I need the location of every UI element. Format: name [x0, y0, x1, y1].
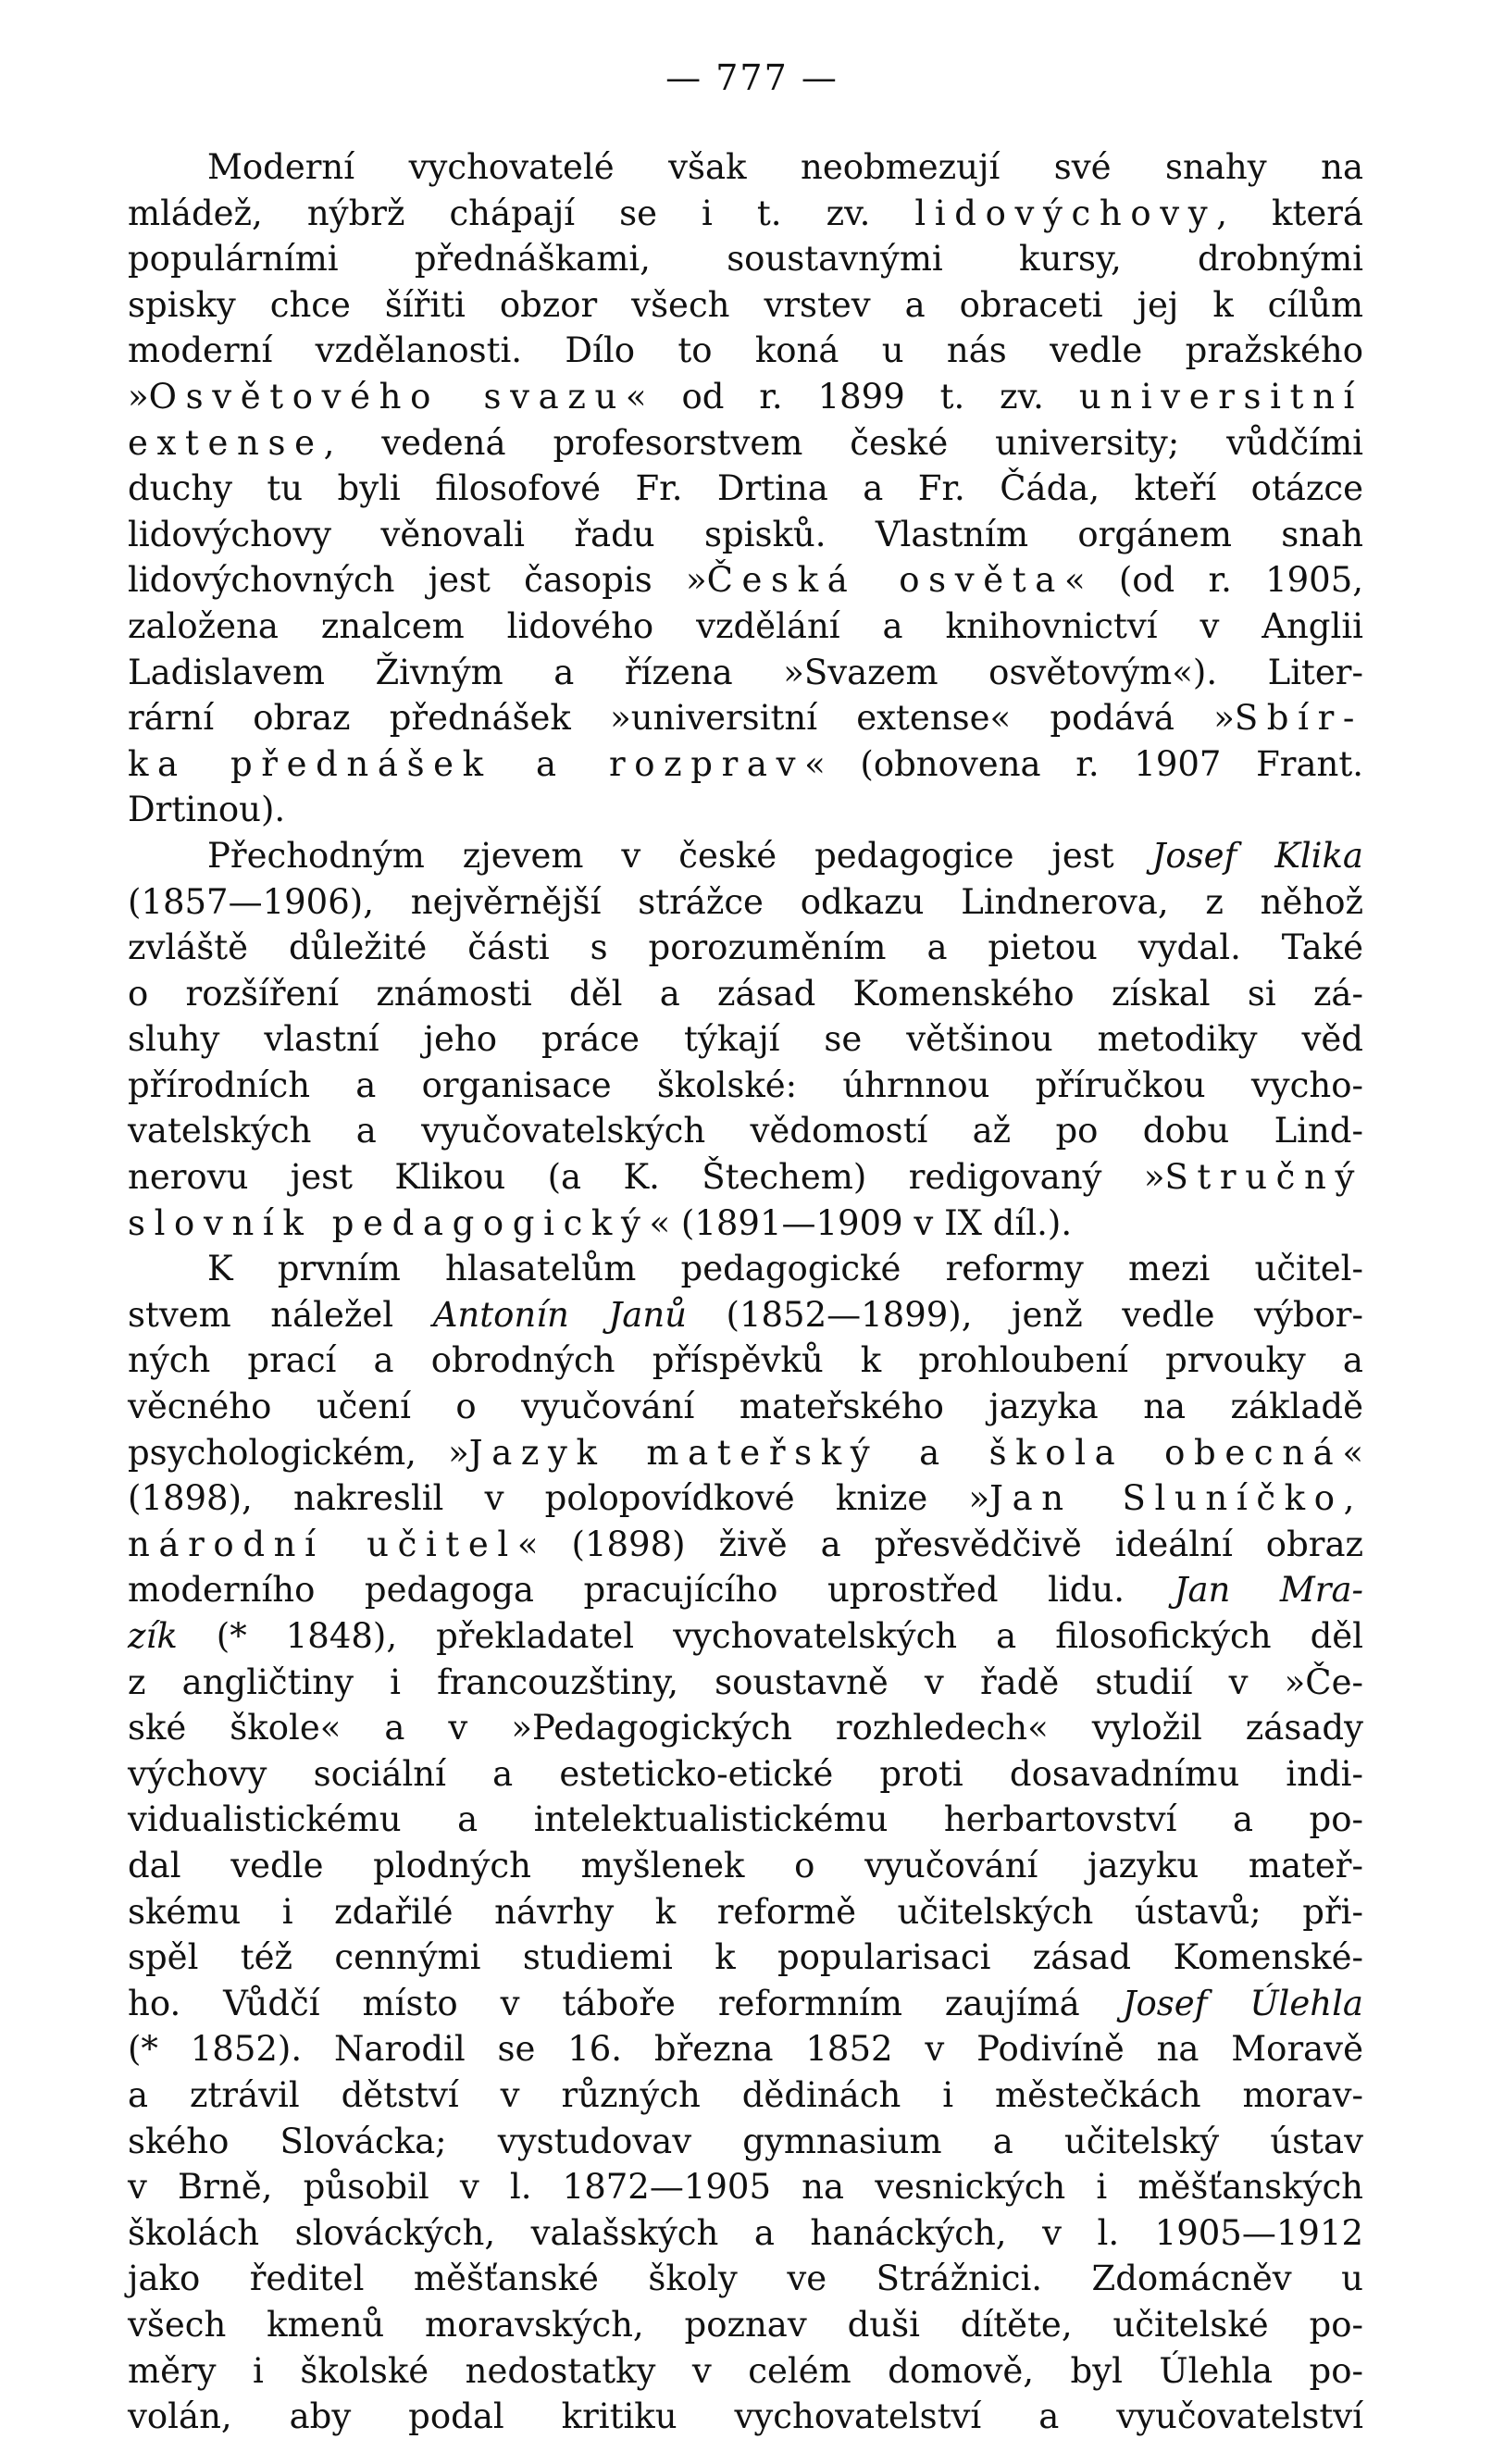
text-line	[128, 2394, 1363, 2440]
text-line	[128, 1246, 1363, 1292]
text-segment: Přechodným zjevem v české pedagogice jest	[207, 835, 1152, 876]
text-line	[128, 1660, 1363, 1706]
text-segment: mládež, nýbrž chápají se i t. zv.	[128, 193, 915, 233]
text-line	[128, 1797, 1363, 1843]
text-line	[128, 1705, 1363, 1751]
text-segment: skému i zdařilé návrhy k reformě učitelských ústavů; při-	[128, 1891, 1363, 1932]
text-segment: duchy tu byli filosofové Fr. Drtina a Fr. Čáda, kteří otázce	[128, 468, 1363, 509]
text-segment: přírodních a organisace školské: úhrnnou příručkou vycho-	[128, 1064, 1363, 1105]
text-segment: Ladislavem Živným a řízena »Svazem osvětovým«). Liter-	[128, 652, 1363, 692]
text-line	[128, 1613, 1363, 1660]
text-segment: výchovy sociální a esteticko-etické proti dosavadnímu indi-	[128, 1753, 1363, 1794]
text-segment: sluhy vlastní jeho práce týkají se většinou metodiky věd	[128, 1019, 1363, 1060]
italic-name: zík	[128, 1616, 178, 1656]
text-segment: jako ředitel měšťanské školy ve Strážnici. Zdomácněv u	[128, 2259, 1363, 2299]
text-segment: ných prací a obrodných příspěvků k prohloubení prvouky a	[128, 1340, 1363, 1381]
text-segment: rární obraz přednášek »universitní extense« podává »	[128, 698, 1235, 739]
text-line	[128, 144, 1363, 191]
text-line	[128, 557, 1363, 604]
text-line	[128, 1384, 1363, 1430]
body-text	[128, 144, 1363, 2440]
text-segment: věcného učení o vyučování mateřského jazyka na základě	[128, 1387, 1363, 1427]
text-segment: založena znalcem lidového vzdělání a knihovnictví v Anglii	[128, 605, 1363, 646]
text-line	[128, 2119, 1363, 2165]
text-segment: K prvním hlasatelům pedagogické reformy mezi učitel-	[207, 1249, 1363, 1289]
text-line	[128, 1063, 1363, 1109]
text-segment: , vedená profesorstvem české university; vůdčími	[323, 422, 1363, 463]
text-line	[128, 191, 1363, 237]
text-line	[128, 971, 1363, 1017]
text-segment: lidovýchovných jest časopis »	[128, 560, 707, 601]
text-segment: a ztrávil dětství v různých dědinách i městečkách morav-	[128, 2074, 1363, 2115]
text-segment: (1857—1906), nejvěrnější strážce odkazu Lindnerova, z něhož	[128, 881, 1363, 922]
text-line	[128, 604, 1363, 650]
text-segment: ského Slovácka; vystudovav gymnasium a učitelský ústav	[128, 2121, 1363, 2161]
text-segment: Moderní vychovatelé však neobmezují své snahy na	[207, 147, 1363, 187]
text-line	[128, 282, 1363, 329]
spaced-emphasis: Jazyk mateřský a škola obecná	[468, 1432, 1343, 1473]
text-segment: volán, aby podal kritiku vychovatelství a vyučovatelství	[128, 2396, 1363, 2437]
text-line	[128, 2302, 1363, 2348]
text-segment: Drtinou).	[128, 790, 286, 830]
text-segment: (* 1852). Narodil se 16. března 1852 v Podivíně na Moravě	[128, 2029, 1363, 2070]
text-line	[128, 879, 1363, 926]
text-segment: z angličtiny i francouzštiny, soustavně v řadě studií v »Če-	[128, 1661, 1363, 1702]
text-segment: « (1898) živě a přesvědčivě ideální obraz	[516, 1524, 1363, 1564]
text-segment: « (od r. 1905,	[1063, 560, 1363, 601]
text-line	[128, 466, 1363, 512]
text-segment: »	[128, 376, 149, 417]
spaced-emphasis: slovník pedagogický	[128, 1202, 650, 1243]
page-number: — 777 —	[665, 57, 839, 98]
spaced-emphasis: národní učitel	[128, 1524, 517, 1564]
italic-name: Jan Mra-	[1174, 1570, 1363, 1611]
text-segment: v Brně, působil v l. 1872—1905 na vesnických i měšťanských	[128, 2167, 1363, 2208]
spaced-emphasis: Osvětového svazu	[148, 376, 626, 417]
text-segment: (1852—1899), jenž vedle výbor-	[686, 1294, 1363, 1335]
text-line	[128, 1981, 1363, 2027]
text-segment: měry i školské nedostatky v celém domově, byl Úlehla po-	[128, 2350, 1363, 2391]
text-segment: o rozšíření známosti děl a zásad Komenského získal si zá-	[128, 973, 1363, 1014]
text-line	[128, 1475, 1363, 1522]
text-segment: moderního pedagoga pracujícího uprostřed lidu.	[128, 1570, 1175, 1611]
spaced-emphasis: Česká osvěta	[706, 560, 1064, 601]
spaced-emphasis: universitní	[1078, 376, 1364, 417]
text-segment: « od r. 1899 t. zv.	[625, 376, 1079, 417]
text-line	[128, 2210, 1363, 2257]
text-line	[128, 328, 1363, 374]
text-line	[128, 695, 1363, 741]
text-segment: lidovýchovy věnovali řadu spisků. Vlastním orgánem snah	[128, 514, 1363, 554]
spaced-emphasis: lidovýchovy	[914, 193, 1217, 233]
text-segment: nerovu jest Klikou (a K. Štechem) redigovaný »	[128, 1157, 1165, 1198]
spaced-emphasis: ka přednášek a rozprav	[128, 743, 805, 784]
italic-name: Josef Úlehla	[1122, 1983, 1363, 2023]
text-line	[128, 787, 1363, 833]
text-line	[128, 1154, 1363, 1201]
text-line	[128, 741, 1363, 788]
text-segment: spěl též cennými studiemi k popularisaci zásad Komenské-	[128, 1937, 1363, 1978]
text-line	[128, 236, 1363, 282]
text-line	[128, 1430, 1363, 1476]
text-line	[128, 2348, 1363, 2395]
text-segment: školách slováckých, valašských a hanáckých, v l. 1905—1912	[128, 2212, 1363, 2253]
text-segment: (1898), nakreslil v polopovídkové knize »	[128, 1478, 990, 1519]
spaced-emphasis: Sbír-	[1234, 698, 1363, 739]
text-line	[128, 2164, 1363, 2210]
text-segment: vatelských a vyučovatelských vědomostí až po dobu Lind-	[128, 1111, 1363, 1151]
text-segment: (* 1848), překladatel vychovatelských a filosofických děl	[177, 1616, 1363, 1656]
text-line	[128, 1843, 1363, 1889]
spaced-emphasis: Stručný	[1164, 1157, 1363, 1198]
text-segment: «	[1342, 1432, 1363, 1473]
text-segment: spisky chce šířiti obzor všech vrstev a obraceti jej k cílům	[128, 284, 1363, 325]
text-segment: , která	[1216, 193, 1363, 233]
text-line	[128, 2026, 1363, 2072]
spaced-emphasis: extense	[128, 422, 324, 463]
text-line	[128, 1016, 1363, 1063]
italic-name: Josef Klika	[1151, 835, 1363, 876]
text-line	[128, 1751, 1363, 1798]
text-line	[128, 374, 1363, 420]
text-line	[128, 2256, 1363, 2302]
text-line	[128, 833, 1363, 879]
text-line	[128, 1338, 1363, 1384]
text-segment: zvláště důležité části s porozuměním a pietou vydal. Také	[128, 927, 1363, 968]
text-line	[128, 420, 1363, 467]
text-segment: populárními přednáškami, soustavnými kursy, drobnými	[128, 239, 1363, 280]
spaced-emphasis: Jan Sluníčko,	[989, 1478, 1363, 1519]
text-line	[128, 1935, 1363, 1981]
italic-name: Antonín Janů	[432, 1294, 687, 1335]
text-segment: « (obnovena r. 1907 Frant.	[804, 743, 1364, 784]
text-segment: všech kmenů moravských, poznav duši dítěte, učitelské po-	[128, 2304, 1363, 2345]
text-line	[128, 1108, 1363, 1154]
text-segment: ské škole« a v »Pedagogických rozhledech« vyložil zásady	[128, 1708, 1363, 1748]
text-line	[128, 1292, 1363, 1338]
text-line	[128, 650, 1363, 696]
text-line	[128, 512, 1363, 558]
text-line	[128, 1889, 1363, 1935]
text-segment: stvem náležel	[128, 1294, 433, 1335]
text-segment: « (1891—1909 v IX díl.).	[649, 1202, 1073, 1243]
text-line	[128, 1522, 1363, 1568]
text-segment: dal vedle plodných myšlenek o vyučování jazyku mateř-	[128, 1845, 1363, 1885]
text-line	[128, 2072, 1363, 2119]
text-segment: moderní vzdělanosti. Dílo to koná u nás vedle pražského	[128, 330, 1363, 371]
text-segment: ho. Vůdčí místo v táboře reformním zaujímá	[128, 1983, 1123, 2023]
text-line	[128, 1201, 1363, 1247]
text-segment: psychologickém, »	[128, 1432, 469, 1473]
text-line	[128, 925, 1363, 971]
text-segment: vidualistickému a intelektualistickému herbartovství a po-	[128, 1799, 1363, 1840]
text-line	[128, 1567, 1363, 1613]
